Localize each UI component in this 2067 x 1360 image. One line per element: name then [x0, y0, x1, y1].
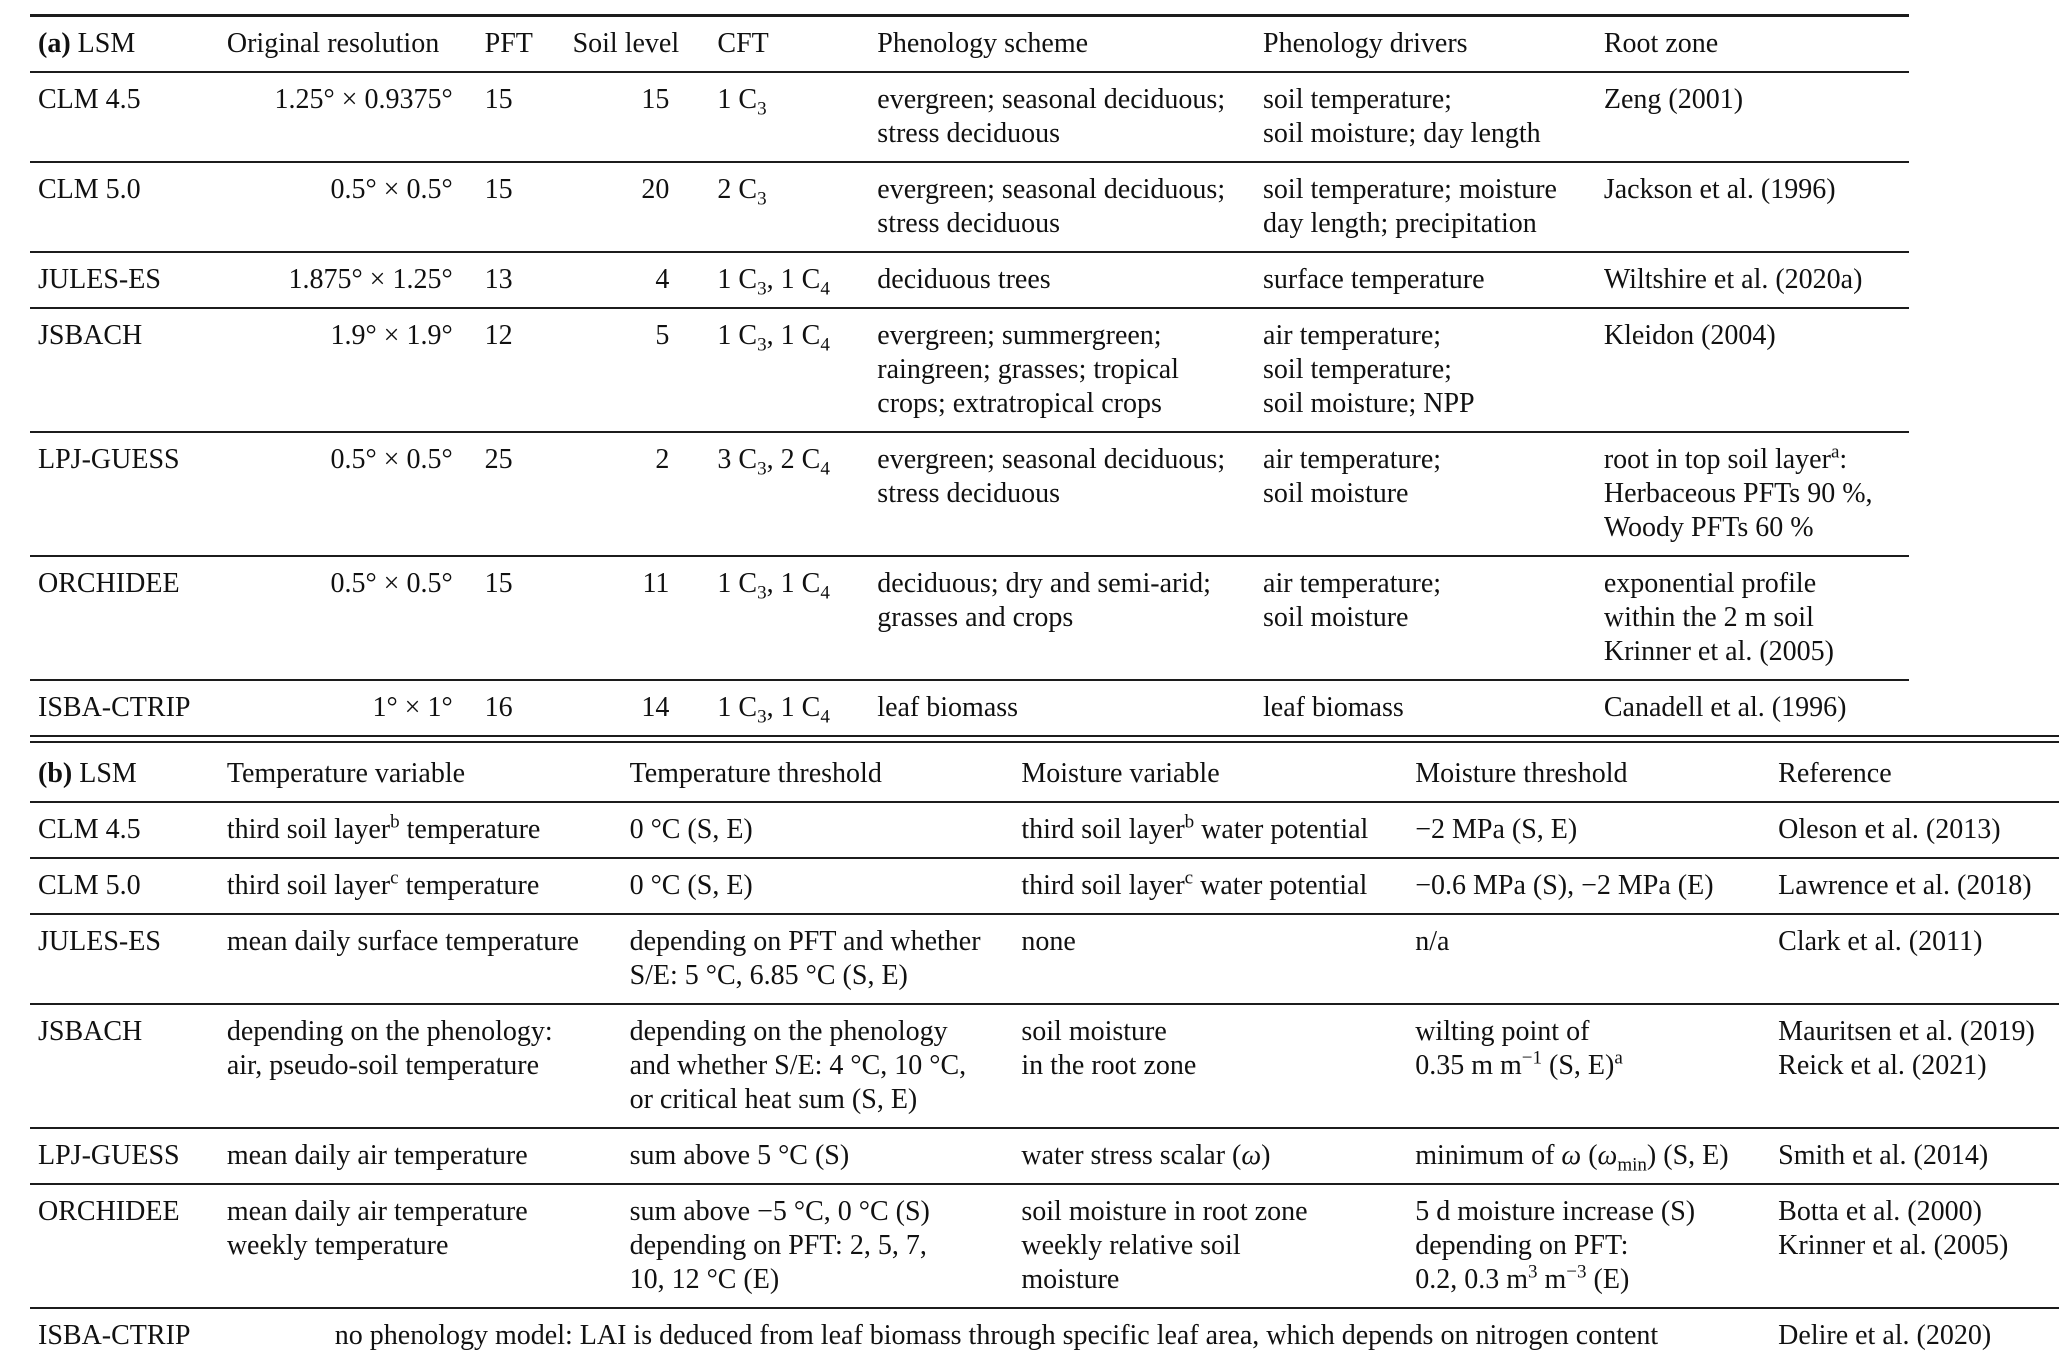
table-a-header-row — [30, 16, 1909, 73]
table-row — [30, 72, 1909, 162]
column-header: (a) LSM — [30, 16, 227, 73]
table-row — [30, 432, 1909, 556]
table-cell: 1 $C_3$ — [717, 72, 877, 162]
table-row — [30, 308, 1909, 432]
table-row — [30, 1128, 2059, 1184]
table-cell: 15 — [485, 162, 573, 252]
table-cell: LPJ-GUESS — [30, 432, 227, 556]
table-row — [30, 1004, 2059, 1128]
table-cell: CLM 5.0 — [30, 162, 227, 252]
table-cell: 0.5° × 0.5° — [227, 556, 485, 680]
table-cell: 0 °C (S, E) — [630, 802, 1022, 858]
table-cell: exponential profile within the 2 m soil Krinner et al. (2005) — [1604, 556, 1909, 680]
table-cell: air temperature; soil moisture — [1263, 432, 1604, 556]
section-label: (b) — [38, 758, 73, 789]
table-cell: 16 — [484, 692, 513, 723]
table-row — [30, 858, 2059, 914]
column-header: Temperature threshold — [630, 747, 1022, 802]
table-cell: 5 — [573, 308, 718, 432]
table-cell: 13 — [485, 252, 573, 308]
table-cell: 0.5° × 0.5° — [227, 162, 485, 252]
table-cell: Mauritsen et al. (2019) Reick et al. (2021) — [1778, 1004, 2059, 1128]
column-header: CFT — [717, 16, 877, 73]
table-cell: ORCHIDEE — [30, 556, 227, 680]
table-cell: 1° × 1° — [372, 692, 453, 723]
table-cell: 2 $C_3$ — [717, 162, 877, 252]
column-header: PFT — [485, 16, 573, 73]
table-cell: 0.5° × 0.5° — [227, 432, 485, 556]
table-row — [30, 914, 2059, 1004]
table-cell: ISBA-CTRIP — [38, 692, 191, 723]
table-row — [30, 556, 1909, 680]
table-cell: 11 — [573, 556, 718, 680]
table-cell: 5 d moisture increase (S) depending on PFT: 0.2, 0.3 $m^3$ $m^{-3}$ (E) — [1415, 1184, 1778, 1308]
column-header: Soil level — [573, 16, 718, 73]
table-cell: 3 $C_3$, 2 $C_4$ — [717, 432, 877, 556]
table-cell: evergreen; seasonal deciduous; stress deciduous — [877, 72, 1263, 162]
table-cell: sum above −5 °C, 0 °C (S) depending on PFT: 2, 5, 7, 10, 12 °C (E) — [630, 1184, 1022, 1308]
table-cell: Jackson et al. (1996) — [1604, 162, 1909, 252]
table-cell: CLM 5.0 — [30, 858, 227, 914]
table-cell: evergreen; seasonal deciduous; stress deciduous — [877, 162, 1263, 252]
table-cell: deciduous; dry and semi-arid; grasses and crops — [877, 556, 1263, 680]
table-cell: evergreen; summergreen; raingreen; grasses; tropical crops; extratropical crops — [877, 308, 1263, 432]
table-cell: Botta et al. (2000) Krinner et al. (2005) — [1778, 1184, 2059, 1308]
table-cell: Wiltshire et al. (2020a) — [1604, 252, 1909, 308]
table-cell: Kleidon (2004) — [1604, 308, 1909, 432]
table-cell: water stress scalar (ω) — [1021, 1128, 1415, 1184]
table-cell: leaf biomass — [877, 692, 1019, 723]
table-b-header-row — [30, 747, 2059, 802]
column-header: Moisture threshold — [1415, 747, 1778, 802]
table-cell: −0.6 MPa (S), −2 MPa (E) — [1415, 858, 1778, 914]
table-cell: Zeng (2001) — [1604, 72, 1909, 162]
table-cell: 2 — [573, 432, 718, 556]
table-cell: wilting point of 0.35 m $m^{-1}$ (S, E)$^a$ — [1415, 1004, 1778, 1128]
table-cell: 1.25° × 0.9375° — [227, 72, 485, 162]
table-cell: 1.9° × 1.9° — [227, 308, 485, 432]
table-cell: root in top soil layer$^a$: Herbaceous PFTs 90 %, Woody PFTs 60 % — [1604, 432, 1909, 556]
table-cell: JULES-ES — [30, 914, 227, 1004]
table-cell: soil moisture in the root zone — [1021, 1004, 1415, 1128]
column-header: Original resolution — [227, 16, 485, 73]
table-row — [30, 680, 1909, 735]
table-cell: leaf biomass — [1263, 692, 1404, 723]
table-cell: air temperature; soil temperature; soil moisture; NPP — [1263, 308, 1604, 432]
table-b-body — [30, 802, 2059, 1360]
table-cell: surface temperature — [1263, 252, 1604, 308]
column-header: (b) LSM — [30, 747, 227, 802]
table-cell: n/a — [1415, 914, 1778, 1004]
table-cell: 4 — [573, 252, 718, 308]
table-row — [30, 252, 1909, 308]
table-cell: 15 — [573, 72, 718, 162]
table-cell: −2 MPa (S, E) — [1415, 802, 1778, 858]
table-cell: Delire et al. (2020) — [1778, 1320, 1992, 1351]
table-cell: no phenology model: LAI is deduced from leaf biomass through specific leaf area, which depends on nitrogen content — [334, 1320, 1659, 1351]
column-header: Moisture variable — [1021, 747, 1415, 802]
table-cell: ORCHIDEE — [30, 1184, 227, 1308]
table-cell: 1 $C_3$, 1 $C_4$ — [717, 692, 830, 728]
table-cell: Oleson et al. (2013) — [1778, 802, 2059, 858]
table-cell: CLM 4.5 — [30, 72, 227, 162]
table-cell: 0 °C (S, E) — [630, 858, 1022, 914]
table-cell: 12 — [485, 308, 573, 432]
table-cell: JSBACH — [30, 1004, 227, 1128]
table-cell: Smith et al. (2014) — [1778, 1128, 2059, 1184]
table-cell: 1.875° × 1.25° — [227, 252, 485, 308]
table-cell: 15 — [485, 556, 573, 680]
table-cell: 1 $C_3$, 1 $C_4$ — [717, 308, 877, 432]
table-row — [30, 162, 1909, 252]
table-cell: evergreen; seasonal deciduous; stress deciduous — [877, 432, 1263, 556]
table-cell: soil temperature; moisture day length; precipitation — [1263, 162, 1604, 252]
table-cell: 20 — [573, 162, 718, 252]
table-cell: JULES-ES — [30, 252, 227, 308]
table-cell: 15 — [485, 72, 573, 162]
table-cell: air temperature; soil moisture — [1263, 556, 1604, 680]
table-cell: 25 — [485, 432, 573, 556]
table-b-phenology-thresholds — [30, 747, 2059, 1360]
table-cell: third soil layer$^c$ temperature — [227, 858, 630, 914]
table-a-body — [30, 72, 1909, 735]
table-cell: depending on PFT and whether S/E: 5 °C, 6.85 °C (S, E) — [630, 914, 1022, 1004]
table-cell: depending on the phenology: air, pseudo-soil temperature — [227, 1004, 630, 1128]
table-cell: mean daily air temperature — [227, 1128, 630, 1184]
column-header: Reference — [1778, 747, 2059, 802]
table-cell: sum above 5 °C (S) — [630, 1128, 1022, 1184]
table-cell: Lawrence et al. (2018) — [1778, 858, 2059, 914]
table-cell: soil temperature; soil moisture; day length — [1263, 72, 1604, 162]
table-cell: minimum of ω $(\omega_{min})$ (S, E) — [1415, 1128, 1778, 1184]
table-cell: mean daily surface temperature — [227, 914, 630, 1004]
column-header: Phenology drivers — [1263, 16, 1604, 73]
table-cell: third soil layer$^c$ water potential — [1021, 858, 1415, 914]
table-row — [30, 1184, 2059, 1308]
column-header: Phenology scheme — [877, 16, 1263, 73]
section-label: (a) — [38, 28, 71, 59]
column-header: Root zone — [1604, 16, 1909, 73]
table-cell: Canadell et al. (1996) — [1603, 692, 1847, 723]
table-cell: JSBACH — [30, 308, 227, 432]
table-row — [30, 802, 2059, 858]
table-row — [30, 1308, 2059, 1360]
table-cell: 1 $C_3$, 1 $C_4$ — [717, 556, 877, 680]
table-a-lsm-overview — [30, 14, 1909, 735]
table-cell: none — [1021, 914, 1415, 1004]
table-cell: deciduous trees — [877, 252, 1263, 308]
table-cell: mean daily air temperature weekly temperature — [227, 1184, 630, 1308]
table-cell: CLM 4.5 — [30, 802, 227, 858]
table-cell: 1 $C_3$, 1 $C_4$ — [717, 252, 877, 308]
table-cell: Clark et al. (2011) — [1778, 914, 2059, 1004]
table-cell: ISBA-CTRIP — [38, 1320, 191, 1351]
table-cell: depending on the phenology and whether S/E: 4 °C, 10 °C, or critical heat sum (S, E) — [630, 1004, 1022, 1128]
table-cell: third soil layer$^b$ temperature — [227, 802, 630, 858]
column-header: Temperature variable — [227, 747, 630, 802]
table-cell: LPJ-GUESS — [30, 1128, 227, 1184]
table-cell: soil moisture in root zone weekly relative soil moisture — [1021, 1184, 1415, 1308]
section-divider-rule — [30, 735, 2059, 743]
table-cell: 14 — [641, 692, 670, 723]
table-cell: third soil layer$^b$ water potential — [1021, 802, 1415, 858]
